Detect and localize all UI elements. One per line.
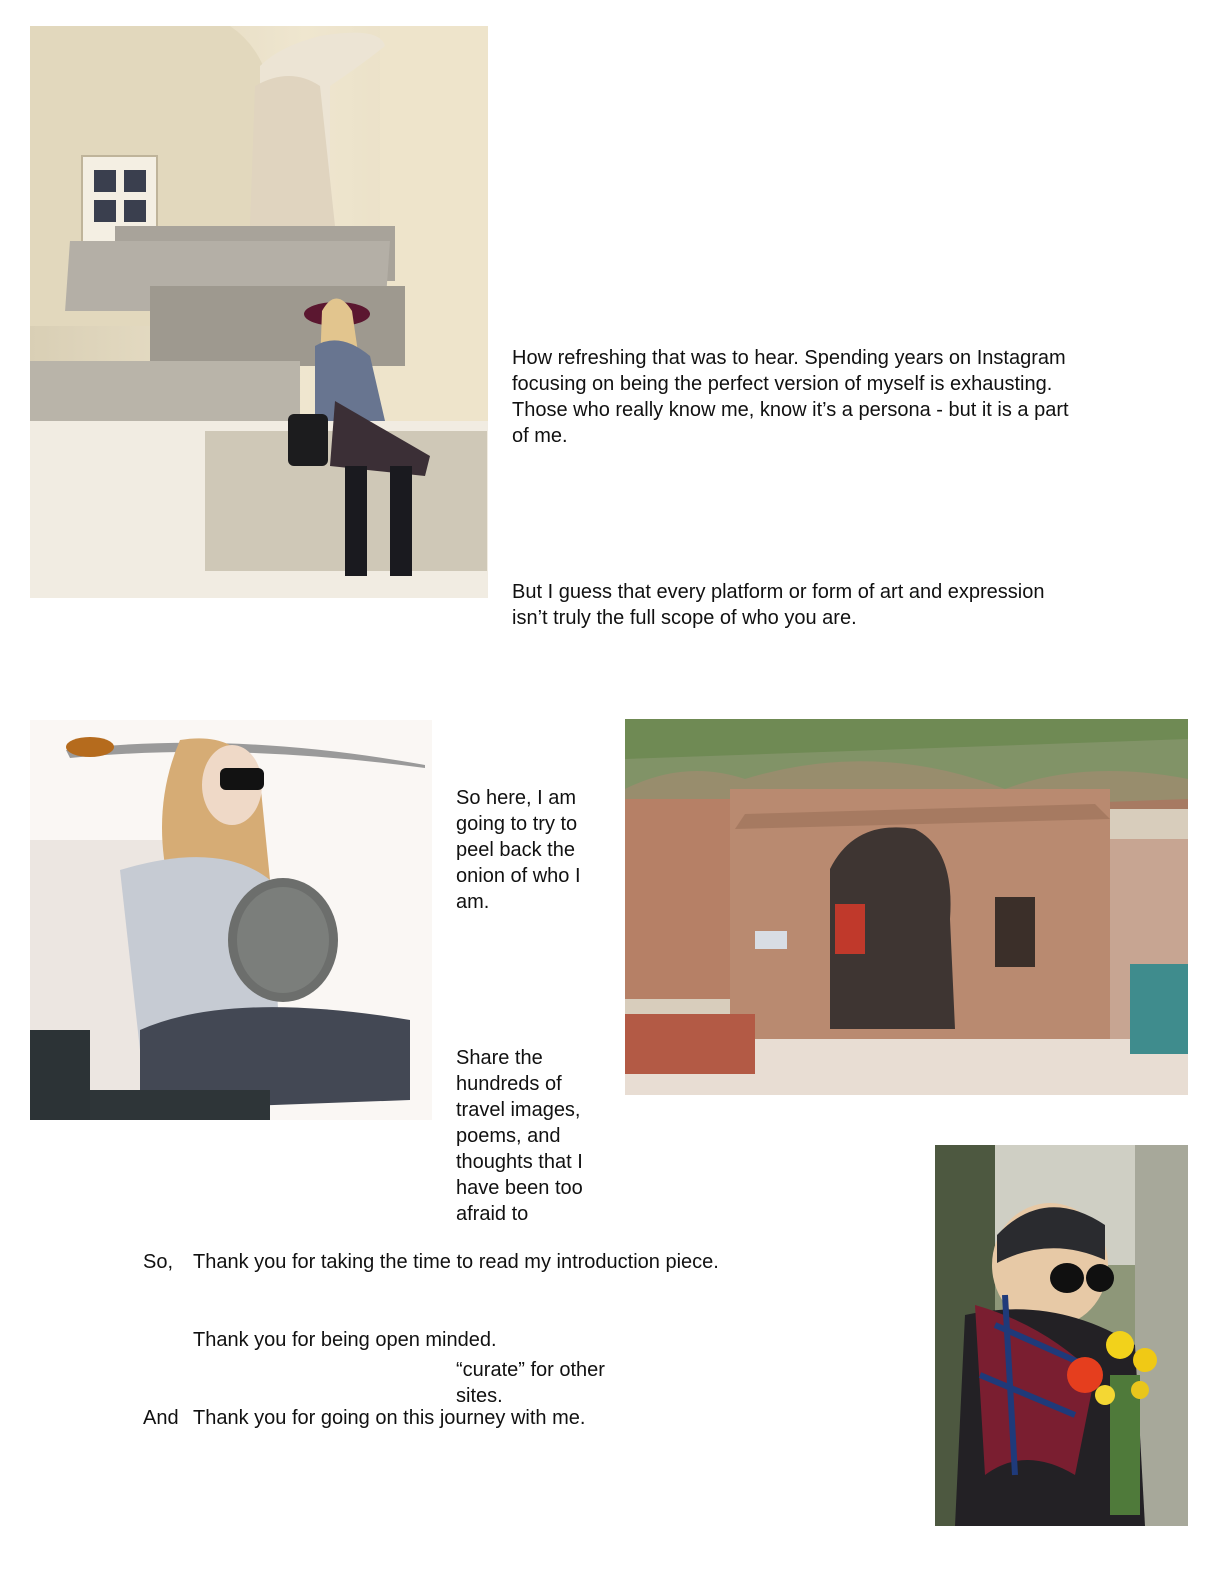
onion-paragraph-2: Share the hundreds of travel images, poems, and thoughts that I have been too afraid to <box>456 1047 589 1225</box>
flowers-scarf-photo <box>935 1145 1188 1526</box>
closing-line-2 <box>143 1327 863 1353</box>
blindfolded-drum-photo <box>30 720 432 1120</box>
stone-hut-photo <box>625 719 1188 1095</box>
intro-text-block <box>512 293 1082 657</box>
museum-statue-photo <box>30 26 488 598</box>
intro-paragraph-1: How refreshing that was to hear. Spending years on Instagram focusing on being the perfect version of myself is exhausting. Those who really know me, know it’s a persona - but it is a part of me. <box>512 347 1075 447</box>
paragraph-spacer <box>456 967 616 993</box>
closing-lead-1: So, <box>143 1251 174 1273</box>
paragraph-spacer <box>512 501 1082 527</box>
closing-text-3: Thank you for going on this journey with me. <box>193 1407 586 1429</box>
closing-line-3 <box>143 1405 863 1431</box>
closing-line-1 <box>143 1249 863 1275</box>
closing-text-2: Thank you for being open minded. <box>193 1329 497 1351</box>
closing-text-block <box>143 1197 863 1457</box>
onion-paragraph-1: So here, I am going to try to peel back the onion of who I am. <box>456 787 587 913</box>
closing-text-1: Thank you for taking the time to read my introduction piece. <box>193 1251 719 1273</box>
closing-lead-3: And <box>143 1407 179 1429</box>
intro-paragraph-2: But I guess that every platform or form of art and expression isn’t truly the full scope of who you are. <box>512 581 1051 629</box>
onion-paragraph-3: “curate” for other sites. <box>456 1359 611 1407</box>
closing-lead-2 <box>143 1327 193 1353</box>
